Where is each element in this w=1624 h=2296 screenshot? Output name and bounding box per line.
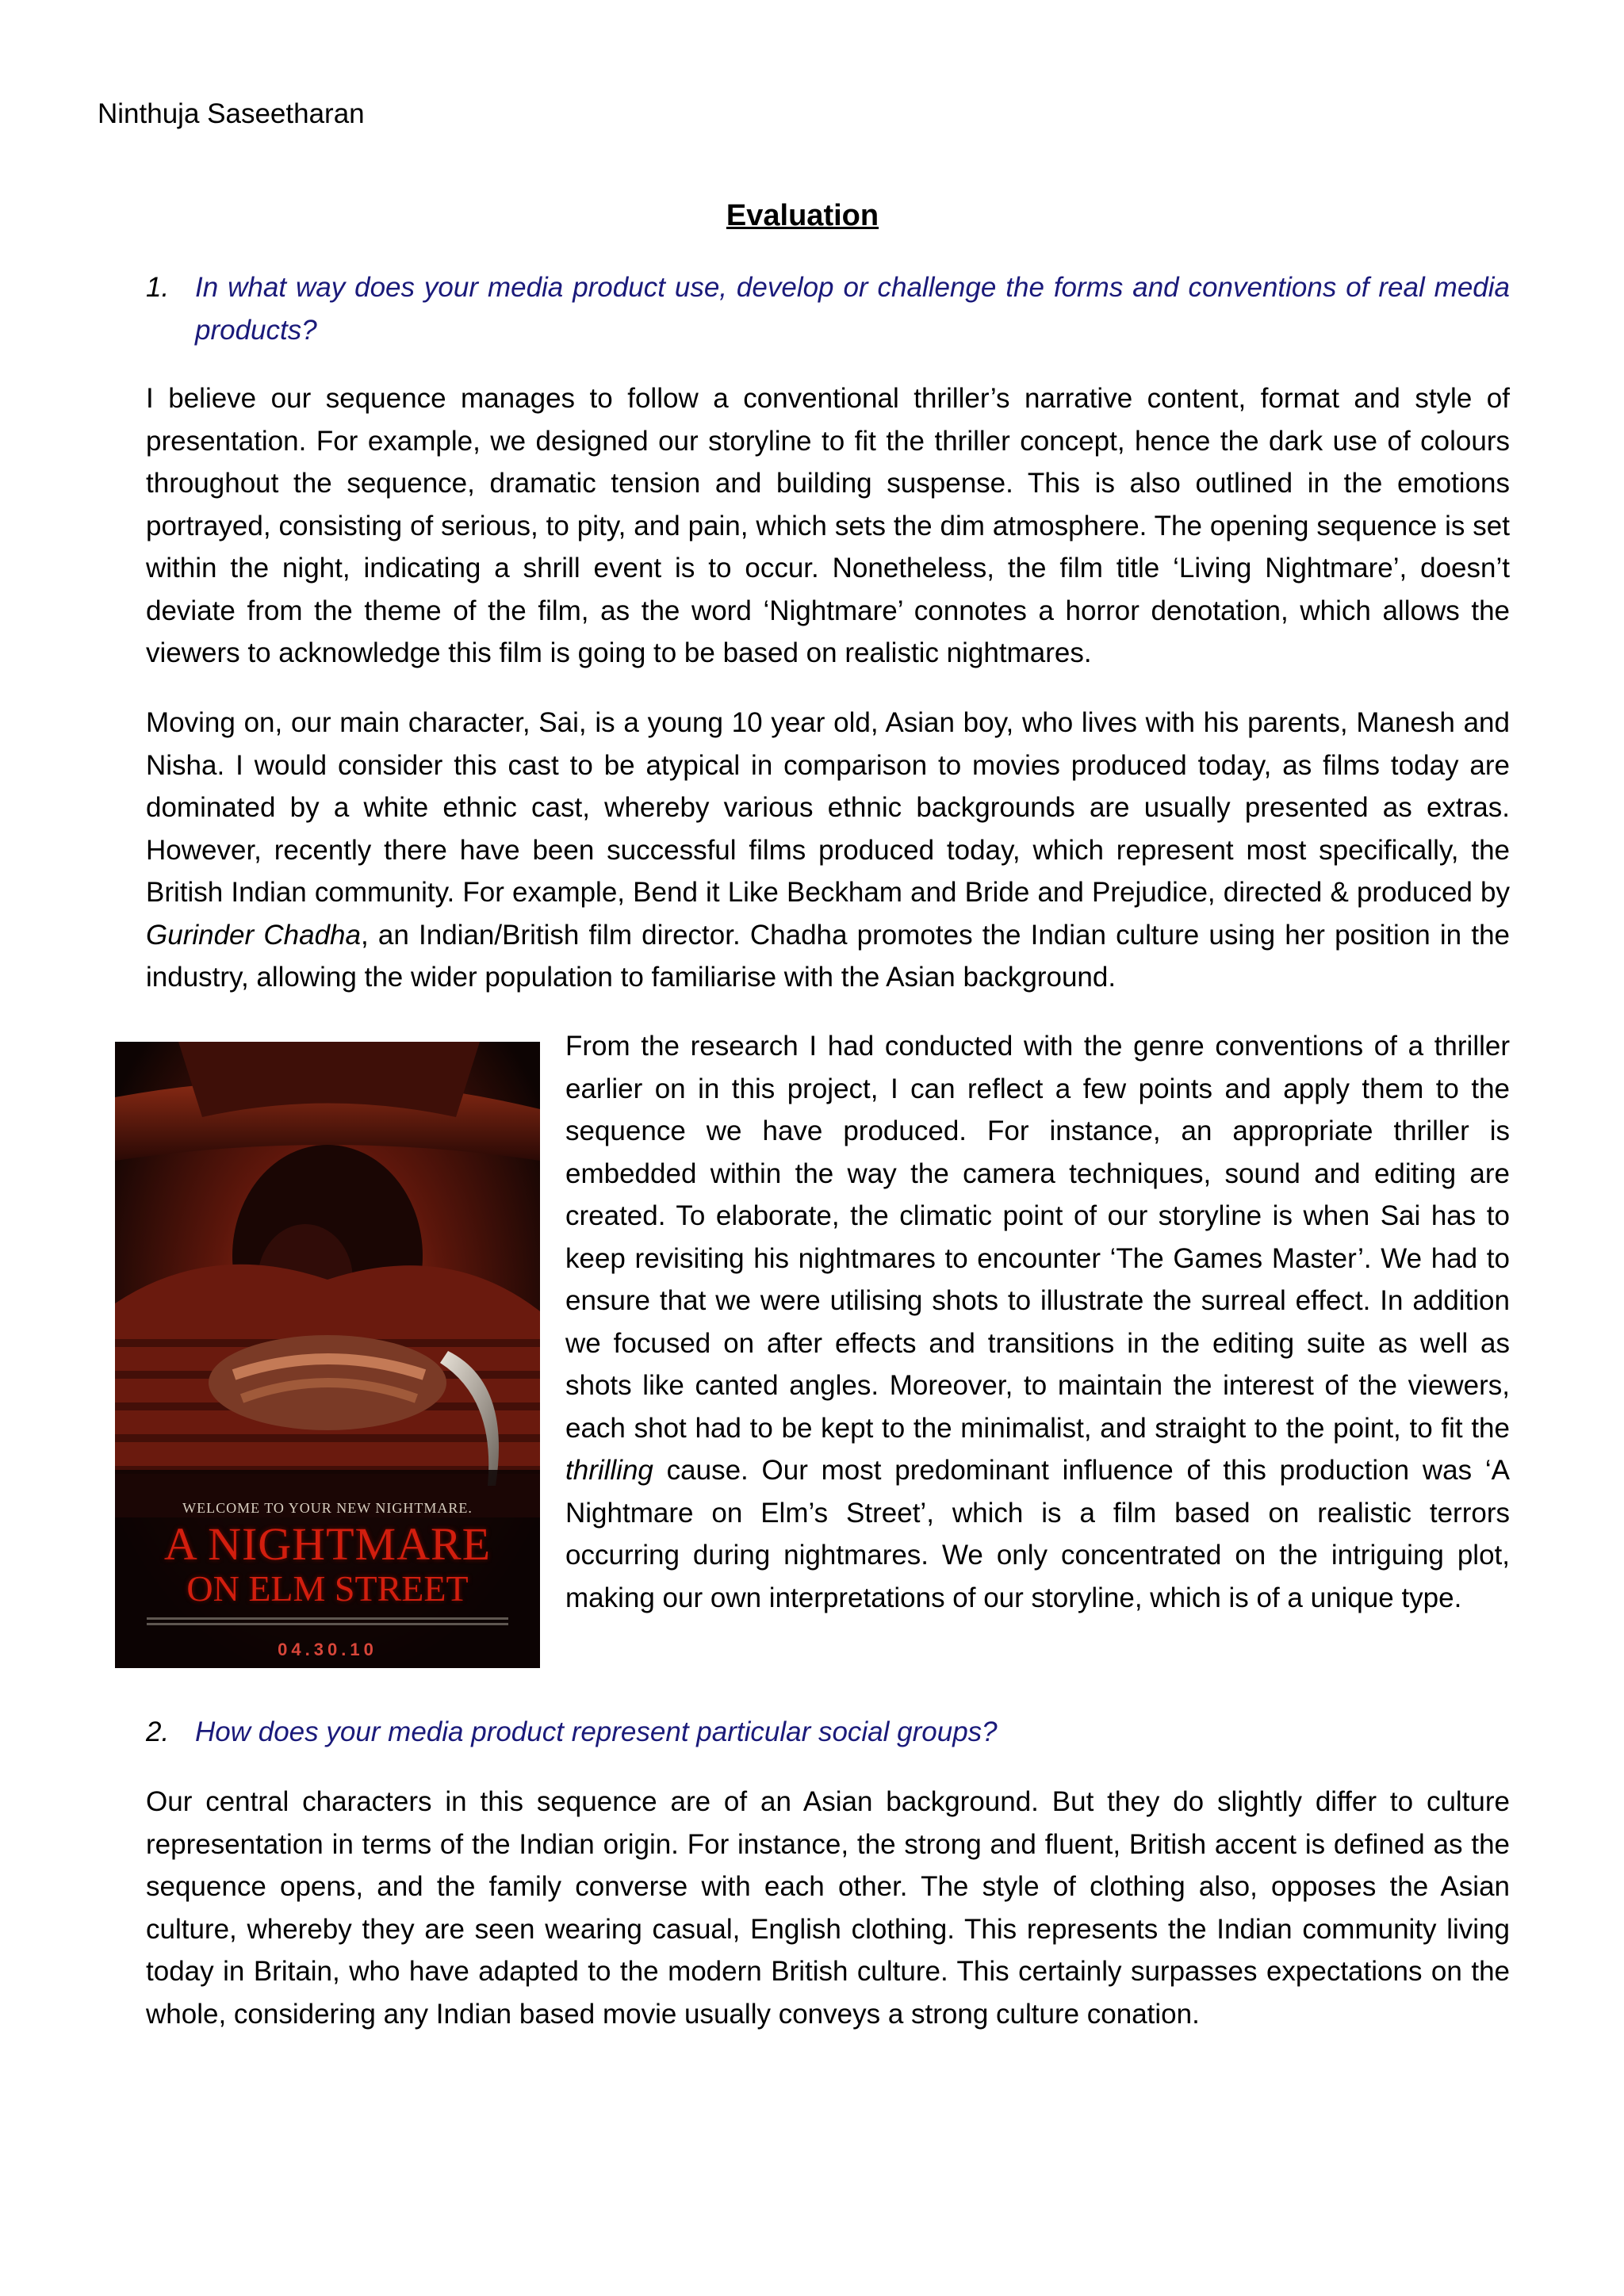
paragraph-conventions: I believe our sequence manages to follow a conventional thriller’s narrative content, format and style of presentation. For example, we designed our storyline to fit the thriller concept, hence the dark use of colours throughout the sequence, dramatic tension and building suspense. This is also outlined in the emotions portrayed, consisting of serious, to pity, and pain, which sets the dim atmosphere. The opening sequence is set within the night, indicating a shrill event is to occur. Nonetheless, the film title ‘Living Nightmare’, doesn’t deviate from the theme of the film, as the word ‘Nightmare’ connotes a horror denotation, which allows the viewers to acknowledge this film is going to be based on realistic nightmares. <box>146 383 1510 668</box>
poster-tagline: WELCOME TO YOUR NEW NIGHTMARE. <box>182 1500 473 1516</box>
paragraph-text: , an Indian/British film director. Chadha promotes the Indian culture using her position in the industry, allowing the wider population to familiarise with the Asian background. <box>146 919 1510 993</box>
poster-credits-block <box>147 1617 508 1630</box>
paragraph-text: Moving on, our main character, Sai, is a young 10 year old, Asian boy, who lives with his parents, Manesh and Nisha. I would consider this cast to be atypical in comparison to movies produced today, as films today are dominated by a white ethnic cast, whereby various ethnic backgrounds are usually presented as extras. However, recently there have been successful films produced today, which represent most specifically, the British Indian community. For example, Bend it Like Beckham and Bride and Prejudice, directed & produced by <box>146 707 1510 908</box>
paragraph-cast <box>146 702 1510 999</box>
movie-poster-image <box>115 1042 540 1668</box>
paragraph-social-groups: Our central characters in this sequence are of an Asian background. But they do slightly differ to culture representation in terms of the Indian origin. For instance, the strong and fluent, British accent is defined as the sequence opens, and the family converse with each other. The style of clothing also, opposes the Asian culture, whereby they are seen wearing casual, English clothing. This represents the Indian community living today in Britain, who have adapted to the modern British culture. This certainly surpasses expectations on the whole, considering any Indian based movie usually conveys a strong culture conation. <box>146 1786 1510 2030</box>
question-text: In what way does your media product use, develop or challenge the forms and conventions of real media products? <box>195 272 1510 346</box>
poster-release-date: 04.30.10 <box>278 1640 377 1659</box>
question-number: 2. <box>146 1716 170 1747</box>
poster-title-line1: A NIGHTMARE <box>163 1518 492 1570</box>
emphasized-word: thrilling <box>565 1455 653 1486</box>
paragraph-text: From the research I had conducted with the genre conventions of a thriller earlier on in this project, I can reflect a few points and apply them to the sequence we have produced. For instance, an appropriate thriller is embedded within the way the camera techniques, sound and editing are created. To elaborate, the climatic point of our storyline is when Sai has to keep revisiting his nightmares to encounter ‘The Games Master’. We had to ensure that we were utilising shots to illustrate the surreal effect. In addition we focused on after effects and transitions in the editing suite as well as shots like canted angles. Moreover, to maintain the interest of the viewers, each shot had to be kept to the minimalist, and straight to the point, to fit the <box>565 1031 1510 1444</box>
poster-title-line2: ON ELM STREET <box>186 1568 469 1609</box>
question-number: 1. <box>146 272 170 303</box>
question-2 <box>146 1711 1510 1754</box>
question-1 <box>146 266 1510 351</box>
question-text: How does your media product represent particular social groups? <box>195 1716 998 1747</box>
page-title <box>0 197 1605 235</box>
paragraph-text: cause. Our most predominant influence of this production was ‘A Nightmare on Elm’s Street’, which is a film based on realistic terrors occurring during nightmares. We only concentrated on the intriguing plot, making our own interpretations of our storyline, which is of a unique type. <box>565 1455 1510 1613</box>
author-name: Ninthuja Saseetharan <box>98 98 365 129</box>
director-name: Gurinder Chadha <box>146 919 361 951</box>
paragraph-research <box>565 1025 1510 1619</box>
page-title-text: Evaluation <box>726 199 879 232</box>
